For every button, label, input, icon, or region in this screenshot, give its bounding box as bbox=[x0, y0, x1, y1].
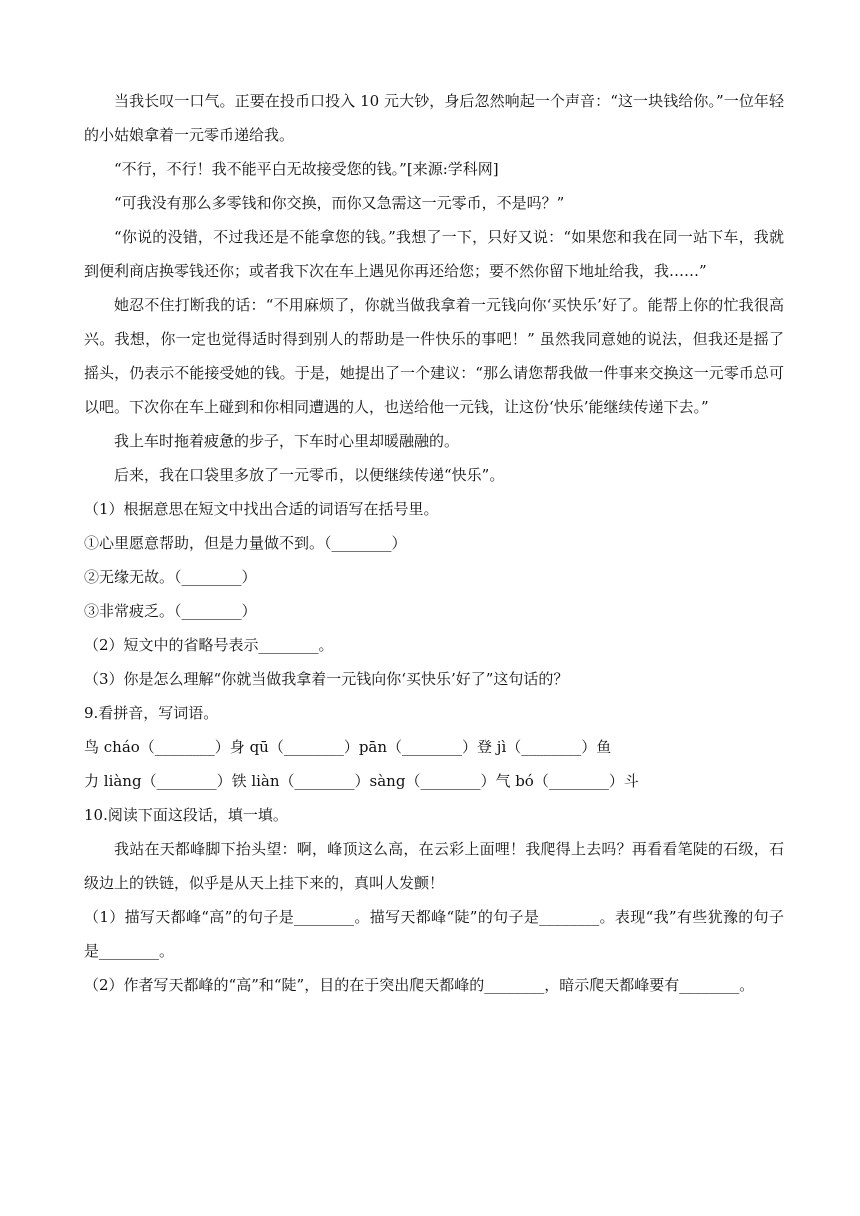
story-paragraph-1: 当我长叹一口气。正要在投币口投入 10 元大钞，身后忽然响起一个声音：“这一块钱给你。”一位年轻的小姑娘拿着一元零币递给我。 bbox=[84, 92, 784, 144]
question-9-title: 9.看拼音，写词语。 bbox=[84, 704, 219, 722]
question-8-item-3: ③非常疲乏。（________） bbox=[84, 602, 257, 620]
question-10-sub-2: （2）作者写天都峰的“高”和“陡”，目的在于突出爬天都峰的________，暗示爬天都峰要有________。 bbox=[84, 976, 755, 994]
question-8-item-1: ①心里愿意帮助，但是力量做不到。（________） bbox=[84, 534, 407, 552]
question-8-sub-3: （3）你是怎么理解“你就当做我拿着一元钱向你‘买快乐’好了”这句话的？ bbox=[84, 670, 569, 688]
question-8-sub-2: （2）短文中的省略号表示________。 bbox=[84, 636, 334, 654]
story-paragraph-2: “不行，不行！我不能平白无故接受您的钱。”[来源:学科网] bbox=[114, 160, 499, 178]
question-9-row-2: 力 liàng（________）铁 liàn（________）sàng（________）气 bó（________）斗 bbox=[84, 772, 639, 790]
question-8-sub-1: （1）根据意思在短文中找出合适的词语写在括号里。 bbox=[84, 500, 439, 518]
story-paragraph-5: 她忍不住打断我的话：“不用麻烦了，你就当做我拿着一元钱向你‘买快乐’好了。能帮上你的忙我很高兴。我想，你一定也觉得适时得到别人的帮助是一件快乐的事吧！” 虽然我同意她的说法，但我还是摇了摇头，仍表示不能接受她的钱。于是，她提出了一个建议：“那么请您帮我做一件事来交换这一元零币总可以吧。下次你在车上碰到和你相同遭遇的人，也送给他一元钱，让这份‘快乐’能继续传递下去。” bbox=[84, 296, 784, 416]
story-paragraph-7: 后来，我在口袋里多放了一元零币，以便继续传递“快乐”。 bbox=[114, 466, 505, 484]
question-9-row-1: 鸟 cháo（________）身 qū（________）pān（________）登 jì（________）鱼 bbox=[84, 738, 612, 756]
story-paragraph-3: “可我没有那么多零钱和你交换，而你又急需这一元零币，不是吗？” bbox=[114, 194, 565, 212]
question-10-passage: 我站在天都峰脚下抬头望：啊，峰顶这么高，在云彩上面哩！我爬得上去吗？再看看笔陡的石级，石级边上的铁链，似乎是从天上挂下来的，真叫人发颤！ bbox=[84, 840, 784, 892]
question-10-sub-1: （1）描写天都峰“高”的句子是________。描写天都峰“陡”的句子是________。表现“我”有些犹豫的句子是________。 bbox=[84, 908, 784, 960]
story-paragraph-6: 我上车时拖着疲惫的步子，下车时心里却暖融融的。 bbox=[114, 432, 460, 450]
document-page bbox=[84, 84, 784, 1002]
question-10-title: 10.阅读下面这段话，填一填。 bbox=[84, 806, 288, 824]
story-paragraph-4: “你说的没错，不过我还是不能拿您的钱。”我想了一下，只好又说：“如果您和我在同一站下车，我就到便利商店换零钱还你；或者我下次在车上遇见你再还给您；要不然你留下地址给我，我……” bbox=[84, 228, 784, 280]
question-8-item-2: ②无缘无故。（________） bbox=[84, 568, 257, 586]
